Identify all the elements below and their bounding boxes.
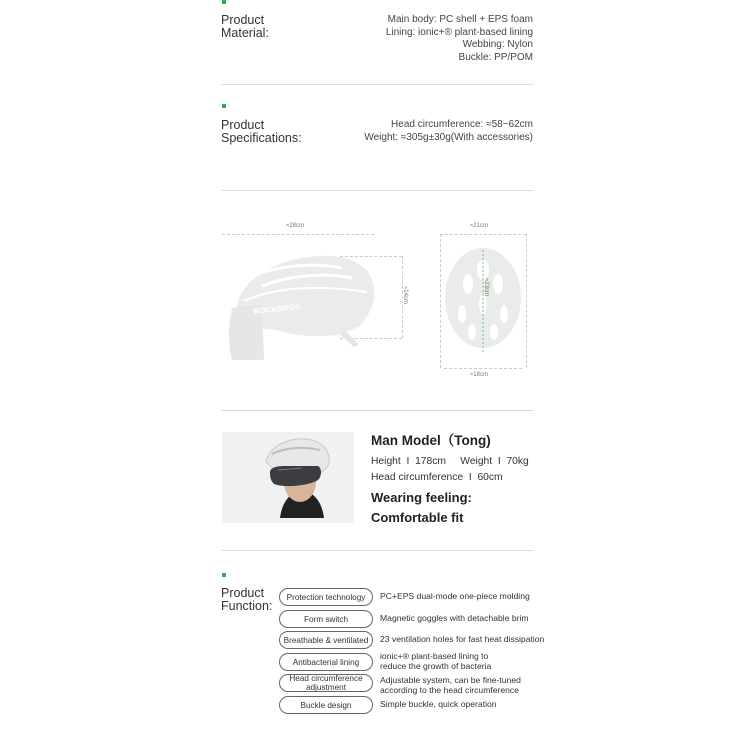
function-pill-breathable: Breathable & ventilated [279, 631, 373, 649]
specification-line: Weight: ≈305g±30g(With accessories) [364, 131, 533, 143]
material-title-line1: Product [221, 13, 265, 27]
function-pill-antibacterial: Antibacterial lining [279, 653, 373, 671]
function-desc: Magnetic goggles with detachable brim [380, 613, 529, 623]
function-pill-protection: Protection technology [279, 588, 373, 606]
material-line: Lining: ionic+® plant-based lining [385, 26, 533, 38]
function-desc: Simple buckle, quick operation [380, 699, 497, 709]
side-width-label: ≈28cm [286, 223, 304, 229]
front-height-label: ≈23cm [482, 278, 489, 296]
divider [221, 84, 533, 85]
specifications-title-line2: Specifications: [221, 131, 302, 145]
function-pill-head-adjustment: Head circumference adjustment [279, 674, 373, 692]
front-width-top-line [440, 234, 526, 235]
section-marker-material [222, 0, 226, 4]
helmet-brand-text: ROCKBROS [253, 302, 301, 316]
specification-line: Head circumference: ≈58~62cm [391, 119, 533, 130]
function-title [221, 587, 272, 613]
model-title: Man Model（Tong) [371, 433, 491, 448]
wearing-feeling-value: Comfortable fit [371, 510, 464, 525]
material-line: Buckle: PP/POM [458, 51, 533, 63]
wearing-feeling-label: Wearing feeling: [371, 490, 472, 505]
helmet-front-view-image [440, 244, 526, 364]
specifications-details [313, 119, 533, 144]
function-desc: 23 ventilation holes for fast heat dissipation [380, 634, 545, 644]
helmet-side-view-image [222, 246, 382, 366]
side-width-line [222, 234, 374, 235]
section-marker-function [222, 573, 226, 577]
function-title-line2: Function: [221, 599, 273, 613]
material-line: Webbing: Nylon [462, 39, 533, 51]
function-desc: PC+EPS dual-mode one-piece molding [380, 591, 530, 601]
divider [221, 550, 533, 551]
side-height-label: ≈14cm [401, 286, 408, 304]
function-desc: Adjustable system, can be fine-tuned according to the head circumference [380, 675, 521, 695]
model-height-weight: Height I 178cm Weight I 70kg [371, 456, 529, 467]
material-details [313, 14, 533, 64]
model-photo [222, 432, 354, 523]
function-pill-buckle: Buckle design [279, 696, 373, 714]
divider [221, 190, 533, 191]
model-head-circumference: Head circumference I 60cm [371, 472, 503, 483]
function-pill-form-switch: Form switch [279, 610, 373, 628]
material-title [221, 14, 269, 40]
material-title-line2: Material: [221, 26, 269, 40]
front-width-bottom-label: ≈18cm [470, 372, 488, 378]
function-title-line1: Product [221, 586, 265, 600]
specifications-title-line1: Product [221, 118, 265, 132]
function-desc: ionic+® plant-based lining to reduce the growth of bacteria [380, 651, 492, 671]
section-marker-specifications [222, 104, 226, 108]
front-right-guide [526, 234, 527, 368]
material-line: Main body: PC shell + EPS foam [387, 14, 533, 25]
specifications-title [221, 119, 302, 145]
front-width-bottom-line [444, 368, 522, 369]
front-width-top-label: ≈21cm [470, 223, 488, 229]
divider [221, 410, 533, 411]
